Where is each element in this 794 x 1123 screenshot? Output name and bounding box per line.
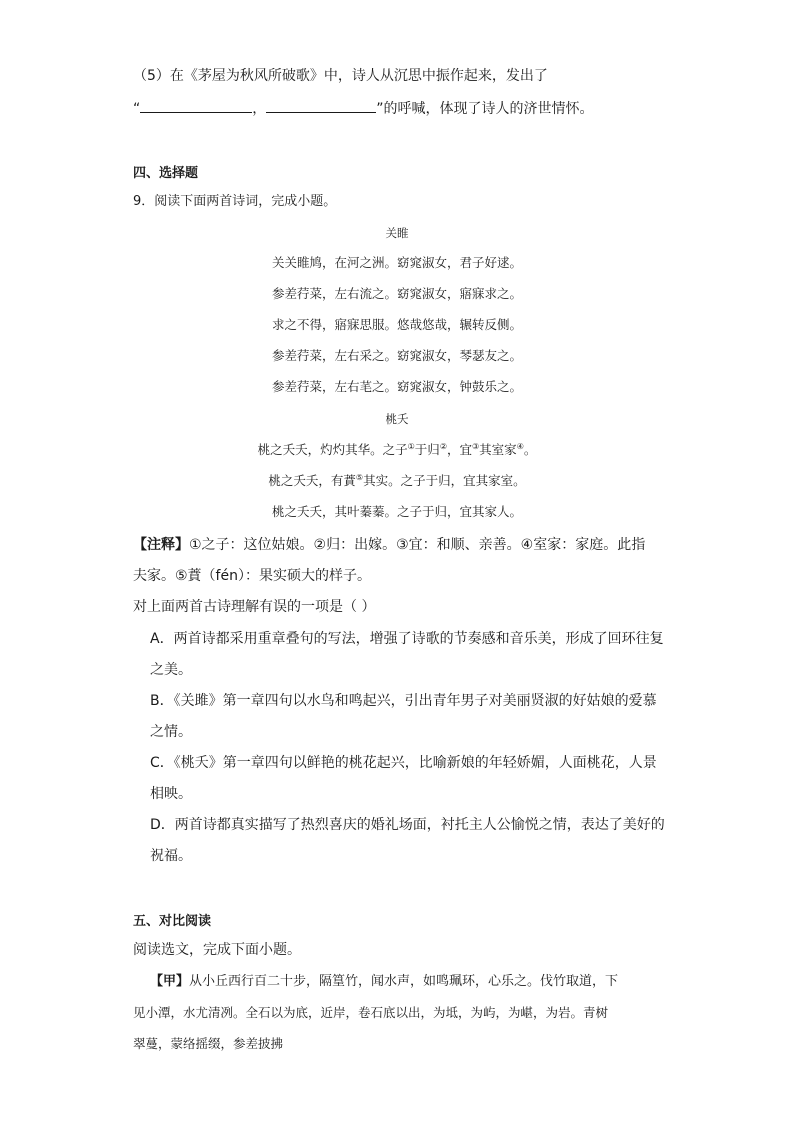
- question-9-prompt: 9．阅读下面两首诗词，完成小题。: [133, 194, 337, 209]
- footnote-marker: ③: [472, 441, 480, 451]
- poem-1-line: 参差荇菜，左右流之。窈窕淑女，寤寐求之。: [271, 286, 522, 301]
- poem-1-line: 求之不得，寤寐思服。悠哉悠哉，辗转反侧。: [271, 317, 522, 332]
- poem-1-title: 关睢: [385, 226, 409, 240]
- poem-2-text: 其实。之子于归，宜其家室。: [363, 473, 526, 488]
- question-5-line2: [133, 98, 594, 119]
- option-a[interactable]: A．两首诗都采用重章叠句的写法，增强了诗歌的节奏感和音乐美，形成了回环往复: [150, 631, 664, 647]
- footnote-marker: ④: [516, 441, 524, 451]
- notes-line-2: 夫家。⑤蕡（fén）：果实硕大的样子。: [133, 568, 371, 584]
- option-c-cont: 相映。: [150, 786, 192, 802]
- notes-label: 【注释】: [133, 537, 189, 553]
- poem-1-line: 参差荇菜，左右采之。窈窕淑女，琴瑟友之。: [271, 348, 522, 363]
- passage-line-3: 翠蔓，蒙络摇缀，参差披拂: [133, 1036, 284, 1051]
- footnote-marker: ⑤: [355, 472, 364, 482]
- passage-line-1: [150, 972, 618, 992]
- question-5-line1: （5）在《茅屋为秋风所破歌》中，诗人从沉思中振作起来，发出了: [133, 68, 548, 84]
- poem-2-line-1: [0, 441, 794, 459]
- section-title-choice: 四、选择题: [133, 166, 199, 181]
- answer-blank-1[interactable]: [140, 98, 252, 113]
- notes-line-1: [133, 535, 645, 555]
- passage-line-2: 见小潭，水尤清冽。全石以为底，近岸，卷石底以出，为坻，为屿，为嵁，为岩。青树: [133, 1005, 609, 1020]
- question-5-tail: ”的呼喊，体现了诗人的济世情怀。: [376, 101, 594, 117]
- poem-2-text: ，宜: [446, 442, 472, 457]
- poem-2-line-2: [0, 472, 794, 490]
- option-b[interactable]: B．《关雎》第一章四句以水鸟和鸣起兴，引出青年男子对美丽贤淑的好姑娘的爱慕: [150, 693, 657, 709]
- footnote-marker: ②: [439, 441, 447, 451]
- poem-1-line: 参差荇菜，左右芼之。窈窕淑女，钟鼓乐之。: [271, 379, 522, 394]
- option-a-cont: 之美。: [150, 662, 192, 678]
- poem-1-line: 关关睢鸠，在河之洲。窈窕淑女，君子好逑。: [271, 255, 522, 270]
- poem-2-title: 桃夭: [385, 412, 409, 426]
- poem-2-text: 桃之夭夭，有蕡: [268, 473, 356, 488]
- option-b-cont: 之情。: [150, 724, 192, 740]
- section-5-intro: 阅读选文，完成下面小题。: [133, 942, 301, 958]
- comma: ，: [252, 101, 267, 117]
- open-quote: “: [133, 101, 141, 117]
- poem-2-text: 其室家: [479, 442, 517, 457]
- poem-2-line-3: 桃之夭夭，其叶蓁蓁。之子于归，宜其家人。: [271, 504, 522, 519]
- answer-blank-2[interactable]: [266, 98, 376, 113]
- notes-text: ①之子：这位姑娘。②归：出嫁。③宜：和顺、亲善。④室家：家庭。此指: [189, 537, 646, 553]
- passage-text: 从小丘西行百二十步，隔篁竹，闻水声，如鸣珮环，心乐之。伐竹取道，下: [189, 974, 619, 989]
- choice-prompt: 对上面两首古诗理解有误的一项是（ ）: [133, 599, 376, 615]
- poem-2-text: 。: [523, 442, 537, 457]
- poem-2-text: 桃之夭夭，灼灼其华。之子: [257, 442, 408, 457]
- option-c[interactable]: C．《桃夭》第一章四句以鲜艳的桃花起兴，比喻新娘的年轻娇媚，人面桃花，人景: [150, 755, 657, 771]
- option-d-cont: 祝福。: [150, 848, 192, 864]
- option-d[interactable]: D．两首诗都真实描写了热烈喜庆的婚礼场面，衬托主人公愉悦之情，表达了美好的: [150, 817, 665, 833]
- footnote-marker: ①: [407, 441, 415, 451]
- section-title-comparative-reading: 五、对比阅读: [133, 914, 212, 929]
- passage-label: 【甲】: [150, 974, 190, 989]
- poem-2-text: 于归: [414, 442, 440, 457]
